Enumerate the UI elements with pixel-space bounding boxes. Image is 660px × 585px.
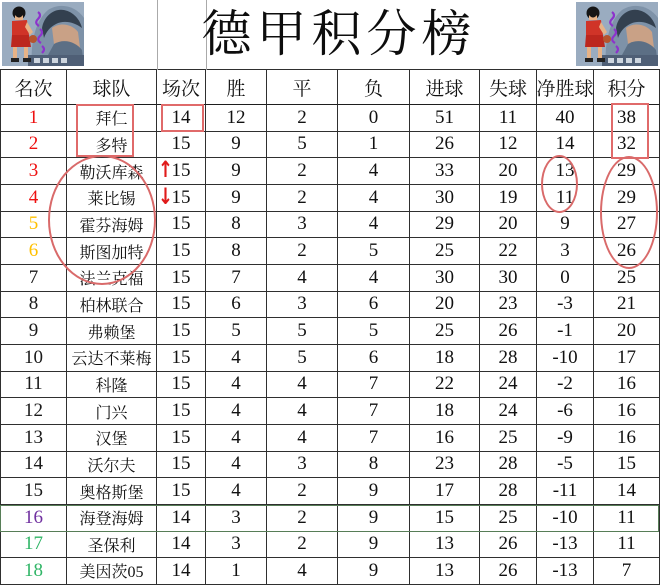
cell-team: 海登海姆 [67, 505, 157, 532]
column-header-drawn: 平 [267, 70, 338, 105]
cell-gd: -6 [537, 398, 594, 425]
cell-gf: 29 [410, 212, 480, 239]
cell-lost: 7 [338, 425, 410, 452]
cell-won: 3 [206, 505, 267, 532]
table-row [1, 318, 660, 345]
cell-gf: 26 [410, 132, 480, 159]
cell-lost: 7 [338, 398, 410, 425]
cell-lost: 9 [338, 478, 410, 505]
cell-won: 9 [206, 132, 267, 159]
cell-played: 15 [157, 265, 206, 292]
cell-ga: 26 [480, 558, 537, 585]
cell-pts: 11 [594, 505, 660, 532]
cell-gd: -13 [537, 558, 594, 585]
cell-gd: -3 [537, 292, 594, 319]
cell-won: 8 [206, 212, 267, 239]
cell-rank: 10 [1, 345, 67, 372]
cell-pts: 25 [594, 265, 660, 292]
cell-rank: 5 [1, 212, 67, 239]
cell-drawn: 4 [267, 558, 338, 585]
cell-ga: 25 [480, 505, 537, 532]
cell-lost: 6 [338, 345, 410, 372]
table-header-row [1, 70, 660, 105]
cell-drawn: 5 [267, 345, 338, 372]
down-arrow-icon: ↓ [158, 183, 174, 210]
cell-rank: 14 [1, 452, 67, 479]
cell-rank: 17 [1, 532, 67, 559]
cell-lost: 4 [338, 158, 410, 185]
cell-pts: 21 [594, 292, 660, 319]
table-row [1, 185, 660, 212]
cell-drawn: 2 [267, 158, 338, 185]
cell-gd: -1 [537, 318, 594, 345]
cell-lost: 7 [338, 372, 410, 399]
cell-rank: 12 [1, 398, 67, 425]
cell-pts: 16 [594, 398, 660, 425]
cell-gd: 9 [537, 212, 594, 239]
cell-gf: 30 [410, 265, 480, 292]
column-header-ga: 失球 [480, 70, 537, 105]
column-header-pts: 积分 [594, 70, 660, 105]
cell-ga: 30 [480, 265, 537, 292]
cell-team: 科隆 [67, 372, 157, 399]
basketball-illustration-right [576, 2, 658, 66]
cell-team: 奥格斯堡 [67, 478, 157, 505]
cell-won: 4 [206, 372, 267, 399]
table-row [1, 292, 660, 319]
cell-played: 14 [157, 105, 206, 132]
column-header-team: 球队 [67, 70, 157, 105]
cell-ga: 25 [480, 425, 537, 452]
cell-gf: 22 [410, 372, 480, 399]
cell-played: 14 [157, 505, 206, 532]
cell-won: 4 [206, 425, 267, 452]
table-row [1, 398, 660, 425]
cell-gd: 40 [537, 105, 594, 132]
cell-rank: 6 [1, 238, 67, 265]
cell-drawn: 2 [267, 238, 338, 265]
cell-drawn: 4 [267, 398, 338, 425]
cell-won: 12 [206, 105, 267, 132]
played-value: 15 [171, 160, 191, 182]
cell-gf: 30 [410, 185, 480, 212]
cell-drawn: 2 [267, 185, 338, 212]
cell-team: 美因茨05 [67, 558, 157, 585]
cell-lost: 9 [338, 505, 410, 532]
cell-drawn: 4 [267, 425, 338, 452]
cell-team: 法兰克福 [67, 265, 157, 292]
cell-pts: 27 [594, 212, 660, 239]
cell-pts: 29 [594, 158, 660, 185]
table-row [1, 158, 660, 185]
cell-gd: -5 [537, 452, 594, 479]
column-header-gd: 净胜球 [537, 70, 594, 105]
table-row [1, 505, 660, 532]
cell-team: 圣保利 [67, 532, 157, 559]
cell-gf: 13 [410, 532, 480, 559]
cell-pts: 16 [594, 425, 660, 452]
table-row [1, 558, 660, 585]
cell-team: 勒沃库森 [67, 158, 157, 185]
cell-rank: 8 [1, 292, 67, 319]
cell-pts: 15 [594, 452, 660, 479]
cell-gf: 16 [410, 425, 480, 452]
cell-lost: 4 [338, 185, 410, 212]
cell-lost: 9 [338, 532, 410, 559]
cell-won: 6 [206, 292, 267, 319]
table-row [1, 238, 660, 265]
cell-lost: 9 [338, 558, 410, 585]
cell-drawn: 2 [267, 505, 338, 532]
cell-rank: 2 [1, 132, 67, 159]
cell-pts: 32 [594, 132, 660, 159]
column-header-rank: 名次 [1, 70, 67, 105]
cell-team: 云达不莱梅 [67, 345, 157, 372]
cell-team: 莱比锡 [67, 185, 157, 212]
cell-lost: 4 [338, 212, 410, 239]
cell-gf: 13 [410, 558, 480, 585]
cell-pts: 17 [594, 345, 660, 372]
cell-gd: -11 [537, 478, 594, 505]
cell-won: 3 [206, 532, 267, 559]
cell-gf: 17 [410, 478, 480, 505]
table-row [1, 345, 660, 372]
cell-rank: 11 [1, 372, 67, 399]
cell-pts: 7 [594, 558, 660, 585]
title-band [0, 0, 660, 70]
cell-played: 14 [157, 532, 206, 559]
cell-played: 15 [157, 398, 206, 425]
cell-pts: 20 [594, 318, 660, 345]
cell-ga: 28 [480, 345, 537, 372]
cell-drawn: 4 [267, 372, 338, 399]
cell-gd: -2 [537, 372, 594, 399]
cell-played: 14 [157, 558, 206, 585]
cell-ga: 11 [480, 105, 537, 132]
cell-played: 15 [157, 478, 206, 505]
cell-drawn: 5 [267, 132, 338, 159]
cell-team: 柏林联合 [67, 292, 157, 319]
cell-played: 15 [157, 372, 206, 399]
cell-won: 9 [206, 185, 267, 212]
cell-played: 15 [157, 345, 206, 372]
cell-gf: 51 [410, 105, 480, 132]
cell-team: 汉堡 [67, 425, 157, 452]
up-arrow-icon: ↑ [158, 157, 174, 184]
cell-ga: 24 [480, 398, 537, 425]
page-title: 德甲积分榜 [201, 6, 477, 62]
cell-rank: 7 [1, 265, 67, 292]
cell-drawn: 2 [267, 105, 338, 132]
cell-ga: 28 [480, 478, 537, 505]
cell-pts: 11 [594, 532, 660, 559]
cell-team: 多特 [67, 132, 157, 159]
cell-lost: 6 [338, 292, 410, 319]
cell-played: 15 [157, 452, 206, 479]
cell-ga: 20 [480, 212, 537, 239]
table-row [1, 212, 660, 239]
cell-team: 沃尔夫 [67, 452, 157, 479]
cell-ga: 28 [480, 452, 537, 479]
cell-ga: 24 [480, 372, 537, 399]
cell-team: 斯图加特 [67, 238, 157, 265]
cell-lost: 1 [338, 132, 410, 159]
cell-drawn: 4 [267, 265, 338, 292]
cell-gd: -10 [537, 505, 594, 532]
cell-gd: 13 [537, 158, 594, 185]
cell-ga: 26 [480, 532, 537, 559]
cell-won: 5 [206, 318, 267, 345]
column-header-lost: 负 [338, 70, 410, 105]
column-header-played: 场次 [157, 70, 206, 105]
cell-gd: -9 [537, 425, 594, 452]
cell-pts: 38 [594, 105, 660, 132]
cell-gf: 15 [410, 505, 480, 532]
cell-drawn: 2 [267, 532, 338, 559]
cell-gf: 25 [410, 318, 480, 345]
cell-rank: 13 [1, 425, 67, 452]
cell-lost: 5 [338, 318, 410, 345]
cell-won: 4 [206, 345, 267, 372]
cell-played [157, 158, 206, 185]
table-row [1, 265, 660, 292]
cell-team: 弗赖堡 [67, 318, 157, 345]
table-row [1, 478, 660, 505]
cell-played: 15 [157, 292, 206, 319]
table-row [1, 532, 660, 559]
cell-team: 拜仁 [67, 105, 157, 132]
cell-won: 7 [206, 265, 267, 292]
cell-won: 9 [206, 158, 267, 185]
cell-lost: 4 [338, 265, 410, 292]
cell-won: 8 [206, 238, 267, 265]
cell-lost: 8 [338, 452, 410, 479]
cell-ga: 23 [480, 292, 537, 319]
cell-won: 4 [206, 452, 267, 479]
cell-gf: 18 [410, 398, 480, 425]
cell-drawn: 5 [267, 318, 338, 345]
cell-rank: 16 [1, 505, 67, 532]
cell-drawn: 3 [267, 292, 338, 319]
column-header-gf: 进球 [410, 70, 480, 105]
cell-gf: 25 [410, 238, 480, 265]
cell-ga: 20 [480, 158, 537, 185]
cell-drawn: 3 [267, 212, 338, 239]
cell-won: 4 [206, 478, 267, 505]
standings-table [0, 70, 660, 585]
cell-pts: 16 [594, 372, 660, 399]
cell-pts: 29 [594, 185, 660, 212]
table-row [1, 452, 660, 479]
cell-gd: 0 [537, 265, 594, 292]
cell-drawn: 3 [267, 452, 338, 479]
cell-rank: 1 [1, 105, 67, 132]
cell-played: 15 [157, 238, 206, 265]
cell-pts: 26 [594, 238, 660, 265]
cell-gd: -10 [537, 345, 594, 372]
cell-lost: 0 [338, 105, 410, 132]
cell-pts: 14 [594, 478, 660, 505]
cell-rank: 18 [1, 558, 67, 585]
cell-gf: 20 [410, 292, 480, 319]
table-row [1, 372, 660, 399]
cell-rank: 3 [1, 158, 67, 185]
cell-gf: 18 [410, 345, 480, 372]
cell-won: 4 [206, 398, 267, 425]
cell-gd: 11 [537, 185, 594, 212]
table-body [1, 105, 660, 585]
table-row [1, 132, 660, 159]
cell-won: 1 [206, 558, 267, 585]
cell-gf: 23 [410, 452, 480, 479]
cell-gd: 14 [537, 132, 594, 159]
cell-ga: 22 [480, 238, 537, 265]
cell-ga: 12 [480, 132, 537, 159]
cell-team: 霍芬海姆 [67, 212, 157, 239]
played-value: 15 [171, 186, 191, 208]
basketball-illustration-left [2, 2, 84, 66]
cell-lost: 5 [338, 238, 410, 265]
cell-played: 15 [157, 425, 206, 452]
cell-rank: 9 [1, 318, 67, 345]
cell-played: 15 [157, 212, 206, 239]
cell-played [157, 185, 206, 212]
cell-played: 15 [157, 318, 206, 345]
cell-gf: 33 [410, 158, 480, 185]
table-row [1, 105, 660, 132]
cell-gd: 3 [537, 238, 594, 265]
cell-rank: 4 [1, 185, 67, 212]
cell-played: 15 [157, 132, 206, 159]
column-header-won: 胜 [206, 70, 267, 105]
table-row [1, 425, 660, 452]
cell-rank: 15 [1, 478, 67, 505]
cell-ga: 19 [480, 185, 537, 212]
cell-gd: -13 [537, 532, 594, 559]
cell-team: 门兴 [67, 398, 157, 425]
cell-ga: 26 [480, 318, 537, 345]
cell-drawn: 2 [267, 478, 338, 505]
